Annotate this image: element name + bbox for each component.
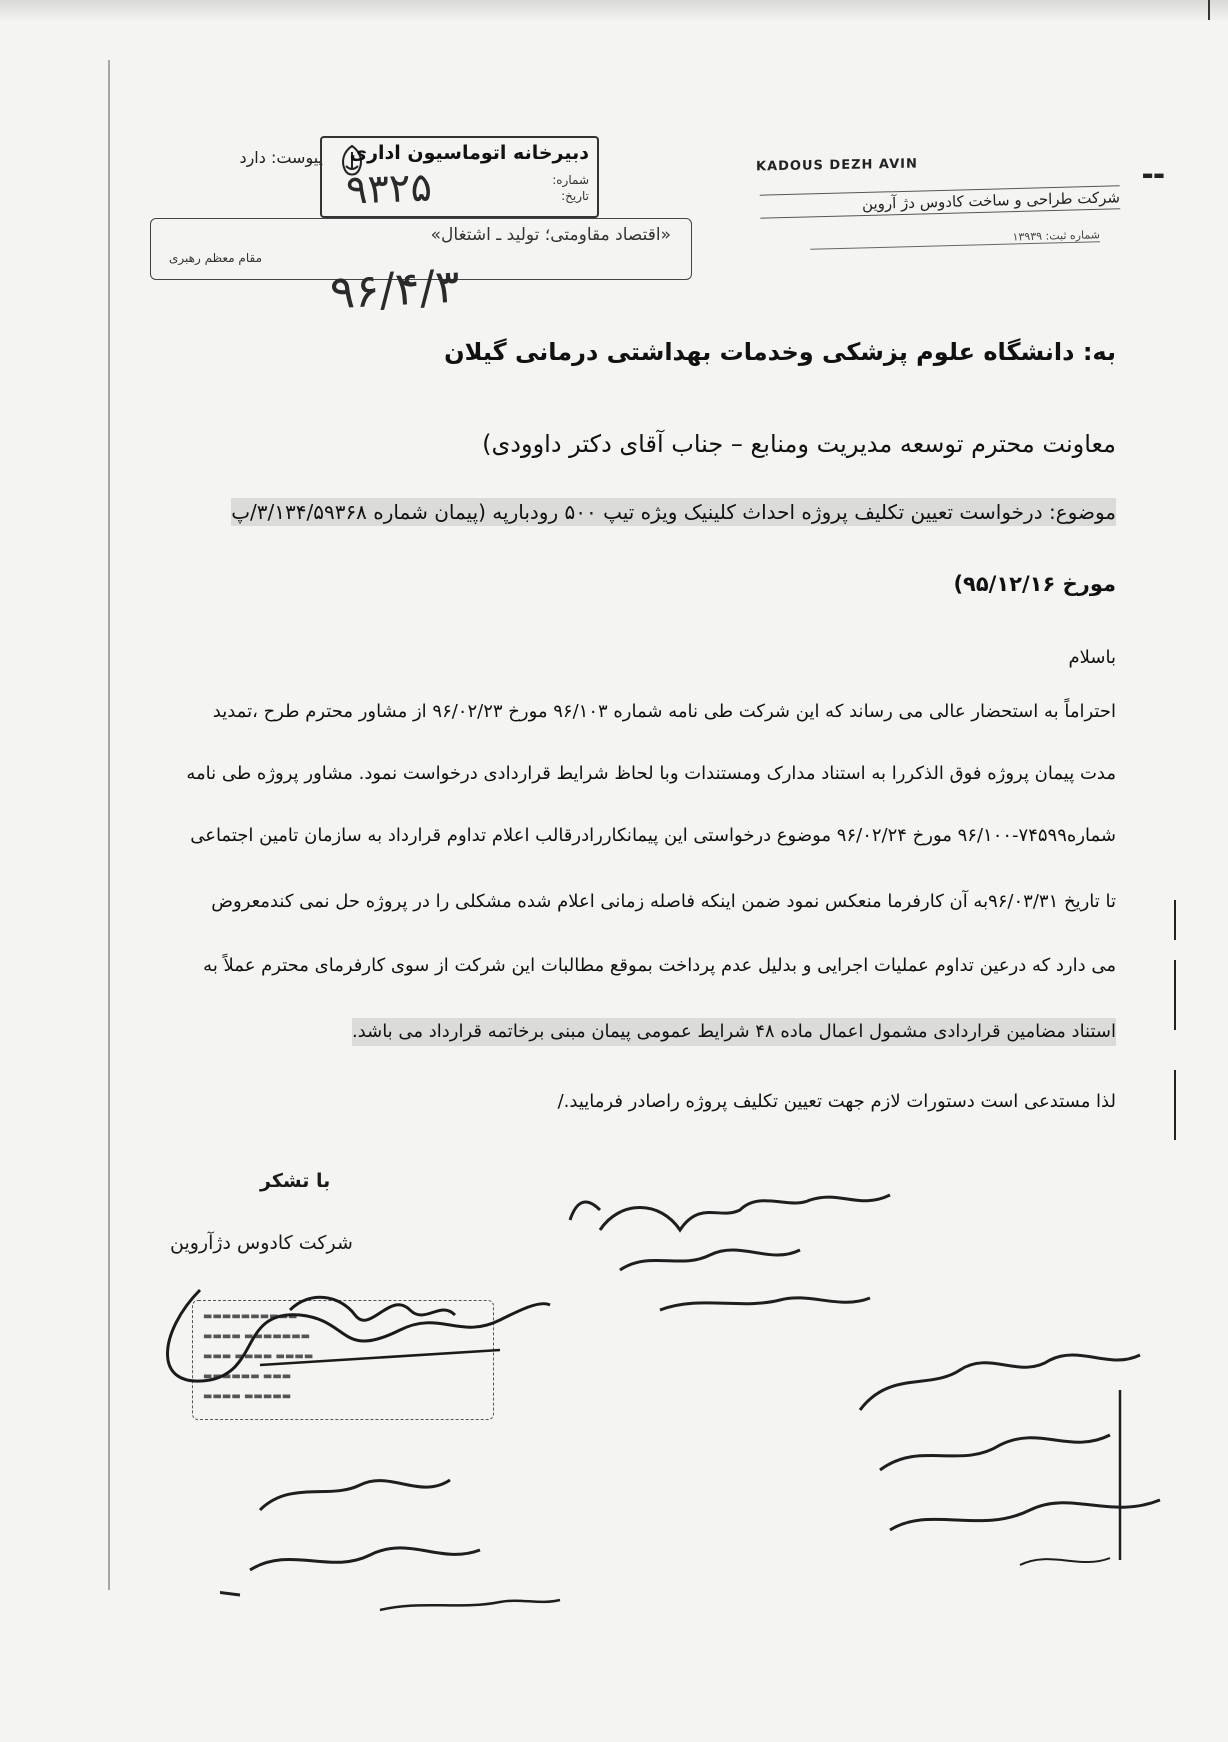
handwritten-note-center [540,1160,940,1340]
scan-edge [0,0,1228,22]
stamp-field-date: تاریخ: [561,189,589,203]
recipient: به: دانشگاه علوم پزشکی وخدمات بهداشتی درمانی گیلان [444,338,1116,366]
letterhead-registration: شماره ثبت: ۱۳۹۳۹ [810,228,1100,250]
letterhead-logo-icon: ▬▬ [1142,168,1165,182]
handwritten-referral [820,1330,1200,1590]
stamp-field-number: شماره: [552,173,589,187]
body-line: شماره۷۴۵۹۹-۹۶/۱۰۰ مورخ ۹۶/۰۲/۲۴ موضوع درخواستی این پیمانکاررادرقالب اعلام تداوم قرارداد به سازمان تامین اجتماعی [190,825,1116,846]
body-line: می دارد که درعین تداوم عملیات اجرایی و بدلیل عدم پرداخت بموقع مطالبات این شرکت از سوی کارفرمای محترم عملاً به [203,955,1116,976]
letterhead-company: شرکت طراحی و ساخت کادوس دژ آروین [760,185,1121,218]
registration-number: ۹۳۲۵ [345,164,433,214]
margin-line [108,60,110,1590]
body-line: احتراماً به استحضار عالی می رساند که این شرکت طی نامه شماره ۹۶/۱۰۳ مورخ ۹۶/۰۲/۲۳ از مشاور محترم طرح ،تمدید [212,701,1116,722]
subject-line: موضوع: درخواست تعیین تکلیف پروژه احداث کلینیک ویژه تیپ ۵۰۰ رودبارپه (پیمان شماره ۳/۱۳۴/۵۹۳۶۸/پ [231,500,1116,524]
body-line: استناد مضامین قراردادی مشمول اعمال ماده ۴۸ شرایط عمومی پیمان مبنی برخاتمه قرارداد می باشد. [352,1018,1116,1046]
handwritten-note-bottom-left [220,1460,580,1640]
registration-date: ۹۶/۴/۳ [328,258,462,320]
body-line: تا تاریخ ۹۶/۰۳/۳۱به آن کارفرما منعکس نمود ضمن اینکه فاصله زمانی اعلام شده مشکلی را در پروژه حل نمی کندمعروض [211,891,1116,912]
letterhead-english: KADOUS DEZH AVIN [756,156,918,175]
scan-mark [1208,0,1210,20]
margin-mark [1174,1070,1176,1140]
subject-date: مورخ ۹۵/۱۲/۱۶) [953,572,1116,596]
company-name: شرکت کادوس دژآروین [170,1232,353,1254]
body-line: لذا مستدعی است دستورات لازم جهت تعیین تکلیف پروژه راصادر فرمایید./ [557,1091,1116,1112]
company-signature [140,1270,560,1420]
stamp-fields [552,172,589,204]
company-seal: ▬▬▬▬▬▬▬▬▬▬ ▬▬▬▬ ▬▬▬▬▬▬▬ ▬▬▬ ▬▬▬▬ ▬▬▬▬ ▬▬▬▬▬▬ ▬▬▬ ▬▬▬▬ ▬▬▬▬▬ [192,1300,494,1420]
secretariat-stamp [320,136,599,218]
margin-mark [1174,900,1176,940]
salutation: باسلام [1068,647,1116,668]
body-line: مدت پیمان پروژه فوق الذکررا به استناد مدارک ومستندات وبا لحاظ شرایط قراردادی درخواست نمود. مشاور پروژه طی نامه [186,763,1116,784]
closing: با تشکر [260,1170,331,1192]
motto-text: «اقتصاد مقاومتی؛ تولید ـ اشتغال» [430,225,671,245]
margin-mark [1174,960,1176,1030]
deputy-addressee: معاونت محترم توسعه مدیریت ومنابع – جناب آقای دکتر داوودی) [482,430,1116,458]
motto-source: مقام معظم رهبری [169,251,263,265]
stamp-title: دبیرخانه اتوماسیون اداری [349,142,589,164]
attachment-note: پیوست: دارد [239,148,323,167]
